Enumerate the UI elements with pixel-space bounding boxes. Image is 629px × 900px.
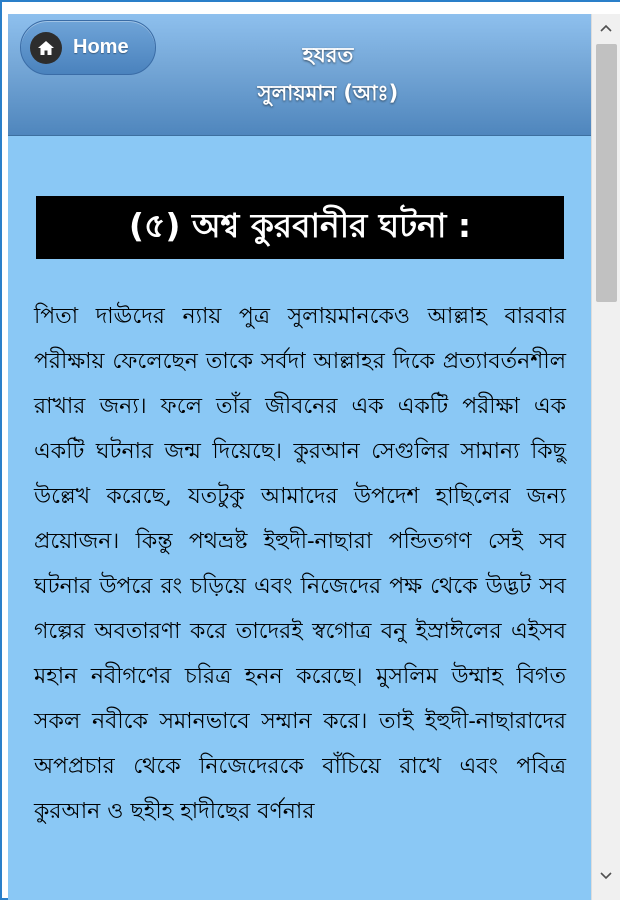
scroll-down-button[interactable]: [592, 862, 620, 890]
page-title-line-2: সুলায়মান (আঃ): [257, 81, 399, 105]
page-title-line-1: হযরত: [302, 43, 354, 67]
vertical-scrollbar[interactable]: [591, 14, 620, 900]
section-heading: (৫) অশ্ব কুরবানীর ঘটনা :: [36, 196, 564, 259]
article-paragraph: পিতা দাঊদের ন্যায় পুত্র সুলায়মানকেও আল্লাহ বারবার পরীক্ষায় ফেলেছেন তাকে সর্বদা আল্লাহর দিকে প্রত্যাবর্তনশীল রাখার জন্য। ফলে তাঁর জীবনের এক একটি পরীক্ষা এক একটি ঘটনার জন্ম দিয়েছে। কুরআন সেগুলির সামান্য কিছু উল্লেখ করেছে, যতটুকু আমাদের উপদেশ হাছিলের জন্য প্রয়োজন। কিন্তু পথভ্রষ্ট ইহুদী-নাছারা পন্ডিতগণ সেই সব ঘটনার উপরে রং চড়িয়ে এবং নিজেদের পক্ষ থেকে উদ্ভট সব গল্পের অবতারণা করে তাদেরই স্বগোত্র বনু ইস্রাঈলের এইসব মহান নবীগণের চরিত্র হনন করেছে। মুসলিম উম্মাহ বিগত সকল নবীকে সমানভাবে সম্মান করে। তাই ইহুদী-নাছারাদের অপপ্রচার থেকে নিজেদেরকে বাঁচিয়ে রাখে এবং পবিত্র কুরআন ও ছহীহ হাদীছের বর্ণনার: [34, 304, 566, 824]
chevron-up-icon: [600, 24, 612, 32]
home-icon: [30, 32, 62, 64]
content-area: [8, 14, 591, 900]
chevron-down-icon: [600, 872, 612, 880]
page-title: [158, 36, 498, 112]
window-edge: [620, 0, 629, 900]
scrollbar-thumb[interactable]: [596, 44, 617, 302]
home-button-label: Home: [73, 36, 129, 58]
home-button[interactable]: [20, 20, 156, 75]
scroll-up-button[interactable]: [592, 14, 620, 42]
header-bar: [8, 14, 591, 136]
